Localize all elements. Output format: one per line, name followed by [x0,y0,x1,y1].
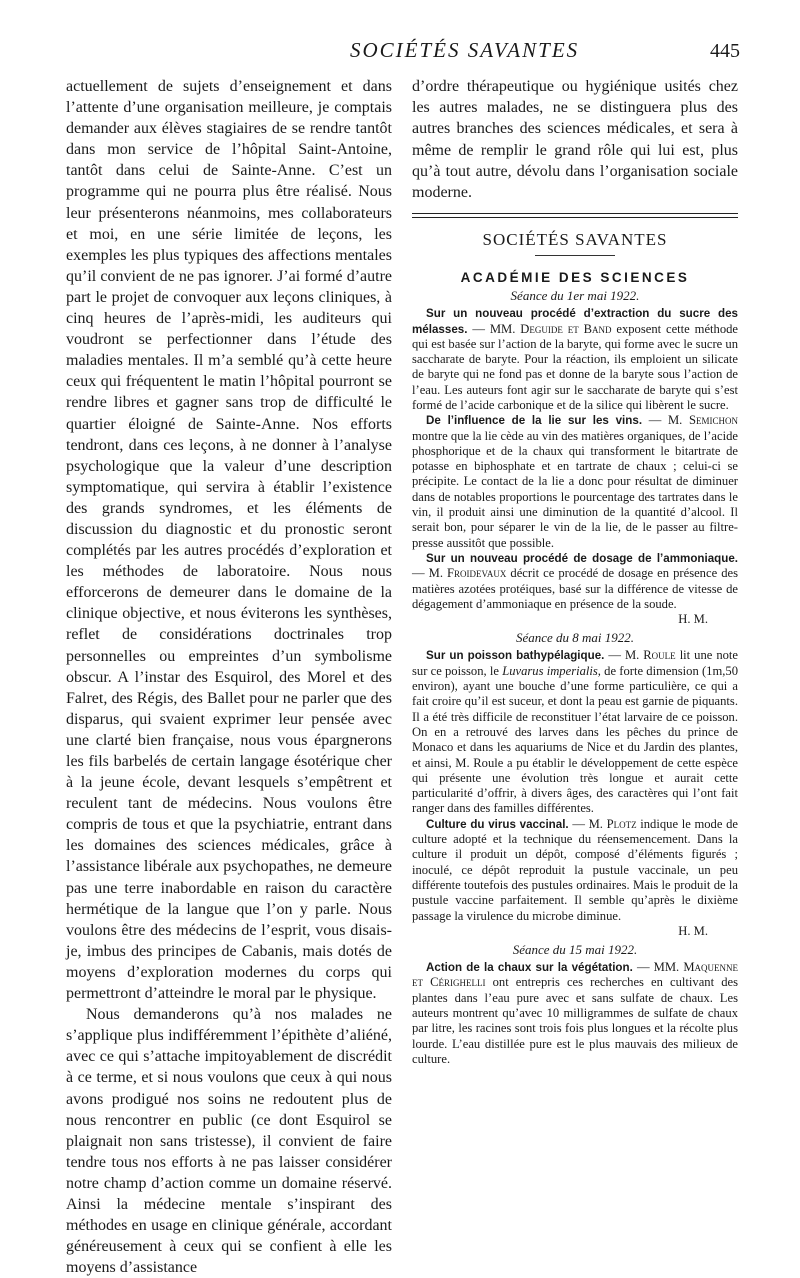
entry-title: Sur un nouveau procédé de dosage de l’ammoniaque. [426,551,738,565]
right-intro-paragraph: d’ordre thérapeutique ou hygiénique usités chez les autres malades, ne se distinguera plus des autres branches des sciences médicales, et sera à même de remplir le grand rôle qui lui est, plus qu’à tout autre, dévolu dans l’organisation sociale moderne. [412,78,738,202]
entry-authors: M. Froidevaux [428,566,507,581]
entry-text: indique le mode de culture adopté et la technique du réensemencement. Dans la culture il produit un dépôt, composé d’éléments figurés ; inoculé, ce dépôt reproduit la pustule vaccinale, un peu différente toutefois des pustules ordinaires. Mais le produit de la pustule vaccine parfaitement. Il semble qu’après le dixième passage la virulence du microbe diminue. [412,816,738,923]
entry-chaux: Action de la chaux sur la végétation. — MM. Maquenne et Cérighelli ont entrepris ces recherches en cultivant des plantes dans l’eau pure avec et sans sulfate de chaux. Les auteurs montrent qu’avec 10 milligrammes de sulfate de chaux par litre, les racines sont trois fois plus longues et la récolte plus lourde. L’eau distillée pure est le plus mauvais des milieux de culture. [412,960,739,1066]
right-column [412,76,738,1067]
entry-sucre: Sur un nouveau procédé d’extraction du sucre des mélasses. — MM. Deguide et Band exposent cette méthode qui est basée sur l’action de la baryte, qui forme avec le sucre un saccharate de baryte. Pour la réaction, ils emploient un silicate de baryte qui ne fond pas et donne de la baryte sous l’action de l’eau. Les auteurs font agir sur le saccharate de baryte qui s’est formé de l’acide carbonique et de la silice qui libèrent le sucre. [412,307,739,412]
section-title: SOCIÉTÉS SAVANTES [482,230,668,250]
academy-title: ACADÉMIE DES SCIENCES [460,270,690,286]
running-title: SOCIÉTÉS SAVANTES [350,38,580,62]
left-column [66,76,392,1278]
entry-title: Action de la chaux sur la végétation. [426,961,633,975]
entry-signoff: H. M. [678,923,708,938]
entry-text: décrit ce procédé de dosage en présence des matières azotées protéiques, basé sur la différence de vitesse de dégagement d’ammoniaque en présence de la soude. [412,566,738,611]
entry-authors: MM. Deguide et Band [489,321,612,336]
page-number: 445 [710,40,740,62]
seance-date-3: Séance du 15 mai 1922. [512,942,638,958]
entry-poisson: Sur un poisson bathypélagique. — M. Roule lit une note sur ce poisson, le Luvarus imperialis, de forte dimension (1m,50 environ), ayant une bouche d’une forme particulière, ce qui a fait croire qu’il est suceur, et dont la peau est garnie de piquants. Il a été très difficile de reconstituer l’état larvaire de ce poisson. On en a retrouvé des larves dans les pêches du prince de Monaco et dans les aquariums de Nice et du Jardin des plantes, et ainsi, M. Roule a pu établir le développement de cette espèce qui présente une évolution très longue et aurait cette particularité d’offrir, à divers âges, des caractères qui l’ont fait ranger dans des familles différentes. [412,648,739,816]
entry-authors: M. Plotz [588,816,637,831]
left-paragraph-1: actuellement de sujets d’enseignement et dans l’attente d’une organisation meilleure, je comptais demander aux élèves stagiaires de se rendre tantôt dans mon service de l’hôpital Saint-Antoine, tantôt dans celui de Sainte-Anne. C’est un programme qui ne pourra plus être réalisé. Nous leur présenterons néanmoins, mes collaborateurs et moi, en une série limitée de leçons, les exemples les plus typiques des affections mentales qu’il convient de ne pas ignorer. J’ai formé d’autre part le projet de convoquer aux leçons cliniques, à cinq heures de l’après-midi, les auditeurs qui voudront se perfectionner dans l’étude des maladies mentales. Il m’a semblé qu’à cette heure ceux qui fréquentent le matin l’hôpital pourront se rendre libres et gagner sans trop de difficulté le quartier éloigné de Sainte-Anne. Nos efforts tendront, dans ces leçons, à ne donner à l’analyse psychologique que la valeur d’une description symptomatique, qui servira à établir l’existence des grands syndromes, et les éléments de discussion du diagnostic et du pronostic seront complétés par les autres procédés d’exploration et les méthodes de laboratoire. Nous nous efforcerons de demeurer dans le domaine de la clinique objective, et nous éviterons les synthèses, reflet de considérations doctrinales trop personnelles ou empreintes d’un symbolisme obscur. A l’instar des Esquirol, des Morel et des Falret, des Régis, des Ballet pour ne parler que des disparus, qui svaient exprimer leur pensée avec une clarté bien française, nous vous épargnerons les fils barbelés de certain langage ésotérique cher à la jeune école, devant lesquels s’empêtrent et reculent tant de médecins. Nous voulons être compris de tous et que la psychiatrie, entrant dans les domaines des sciences médicales, grâce à l’assistance libérale aux psychopathes, ne demeure pas une terre inabordable en raison du caractère hermétique de la langue que l’on y parle. Nous voulons être des médecins de l’esprit, vous disais-je, imbus des principes de Cabanis, mais dotés de moyens d’exploration modernes du corps qui permettront d’atteindre le moral par le physique. [66,78,392,1003]
entry-authors: M. Roule [624,648,676,663]
entry-title: Sur un poisson bathypélagique. [426,649,605,663]
seance-date-2: Séance du 8 mai 1922. [515,630,635,646]
entry-title: Culture du virus vaccinal. [426,817,569,831]
section-title-rule [535,255,615,256]
entry-ammoniaque: Sur un nouveau procédé de dosage de l’ammoniaque. — M. Froidevaux décrit ce procédé de dosage en présence des matières azotées protéiques, basé sur la différence de vitesse de dégagement d’ammoniaque en présence de la soude. H. M. [412,551,738,627]
section-divider [412,213,738,218]
entry-text: exposent cette méthode qui est basée sur l’action de la baryte, qui forme avec le sucre un saccharate de baryte. Pour la réaction, ils emploient un silicate de baryte qui ne fond pas et donne de la baryte sous l’action de l’eau. Les auteurs font agir sur le saccharate de baryte qui s’est formé de l’acide carbonique et de la silice qui libèrent le sucre. [412,321,739,412]
entry-text: de forte dimension (1m,50 environ), ayant une bouche d’une forme particulière, ce qui a fait croire qu’il est suceur, et dont la peau est garnie de piquants. Il a été très difficile de reconstituer l’état larvaire de ce poisson. On en a retrouvé des larves dans les pêches du prince de Monaco et dans les aquariums de Nice et du Jardin des plantes, et ainsi, M. Roule a pu établir le développement de cette espèce qui présente une évolution très longue et aurait cette particularité d’offrir, à divers âges, des caractères qui l’ont fait ranger dans des familles différentes. [412,663,738,816]
left-paragraph-2: Nous demanderons qu’à nos malades ne s’applique plus indifféremment l’épithète d’aliéné, avec ce qui s’attache impitoyablement de discrédit à ce terme, et si nous voulons que ceux à qui nous avons prodigué nos soins ne redoutent plus de nous rencontrer en public (ce dont Esquirol se plaignait non sans tristesse), il convient de faire tendre tous nos efforts à ne pas laisser considérer notre champ d’action comme un domaine réservé. Ainsi la médecine mentale s’inspirant des méthodes en usage en clinique générale, accordant généreusement à ceux qui se confient à elle les moyens d’assistance [66,1006,392,1277]
entry-text: ont entrepris ces recherches en cultivant des plantes dans l’eau pure avec et sans sulfate de chaux. Les auteurs montrent qu’avec 10 milligrammes de sulfate de chaux par litre, les racines sont trois fois plus longues et la récolte plus lourde. L’eau distillée pure est le plus mauvais des milieux de culture. [412,975,738,1066]
entry-text: lit une note sur ce poisson, le [412,648,739,678]
entry-virus: Culture du virus vaccinal. — M. Plotz indique le mode de culture adopté et la technique du réensemencement. Dans la culture il produit un dépôt, composé d’éléments figurés ; inoculé, ce dépôt reproduit la pustule vaccinale, un peu différente toutefois des pustules ordinaires. Mais le produit de la pustule vaccine parfaitement. Il semble qu’après le dixième passage la virulence du microbe diminue. H. M. [412,816,738,938]
entry-authors: M. Semichon [667,413,739,428]
seance-date-1: Séance du 1er mai 1922. [510,288,640,304]
entry-title: Sur un nouveau procédé d’extraction du sucre des mélasses. [412,307,738,336]
entry-text: montre que la lie cède au vin des matières organiques, de l’acide phosphorique et de la chaux qui transforment le bitartrate de potasse en biphosphate et en tartrate de chaux ; celui-ci se précipite. Le contact de la lie a donc pour résultat de diminuer dans de notables proportions le pourcentage des tartrates dans le vin, il produit ainsi une diminution de la quantité d’alcool. Il serait bon, pour séparer le vin de la lie, de le passer au filtre-presse aussitôt que possible. [412,428,738,550]
species-name: Luvarus imperialis, [502,663,601,678]
entry-lie: De l’influence de la lie sur les vins. — M. Semichon montre que la lie cède au vin des matières organiques, de l’acide phosphorique et de la chaux qui transforment le bitartrate de potasse en biphosphate et en tartrate de chaux ; celui-ci se précipite. Le contact de la lie a donc pour résultat de diminuer dans de notables proportions le pourcentage des tartrates dans le vin, il produit ainsi une diminution de la quantité d’alcool. Il serait bon, pour séparer le vin de la lie, de le passer au filtre-presse aussitôt que possible. [412,413,739,550]
entry-signoff: H. M. [678,612,708,627]
entry-title: De l’influence de la lie sur les vins. [426,414,643,428]
entry-authors: MM. Maquenne et Cérighelli [412,960,739,990]
page-header [60,38,740,74]
